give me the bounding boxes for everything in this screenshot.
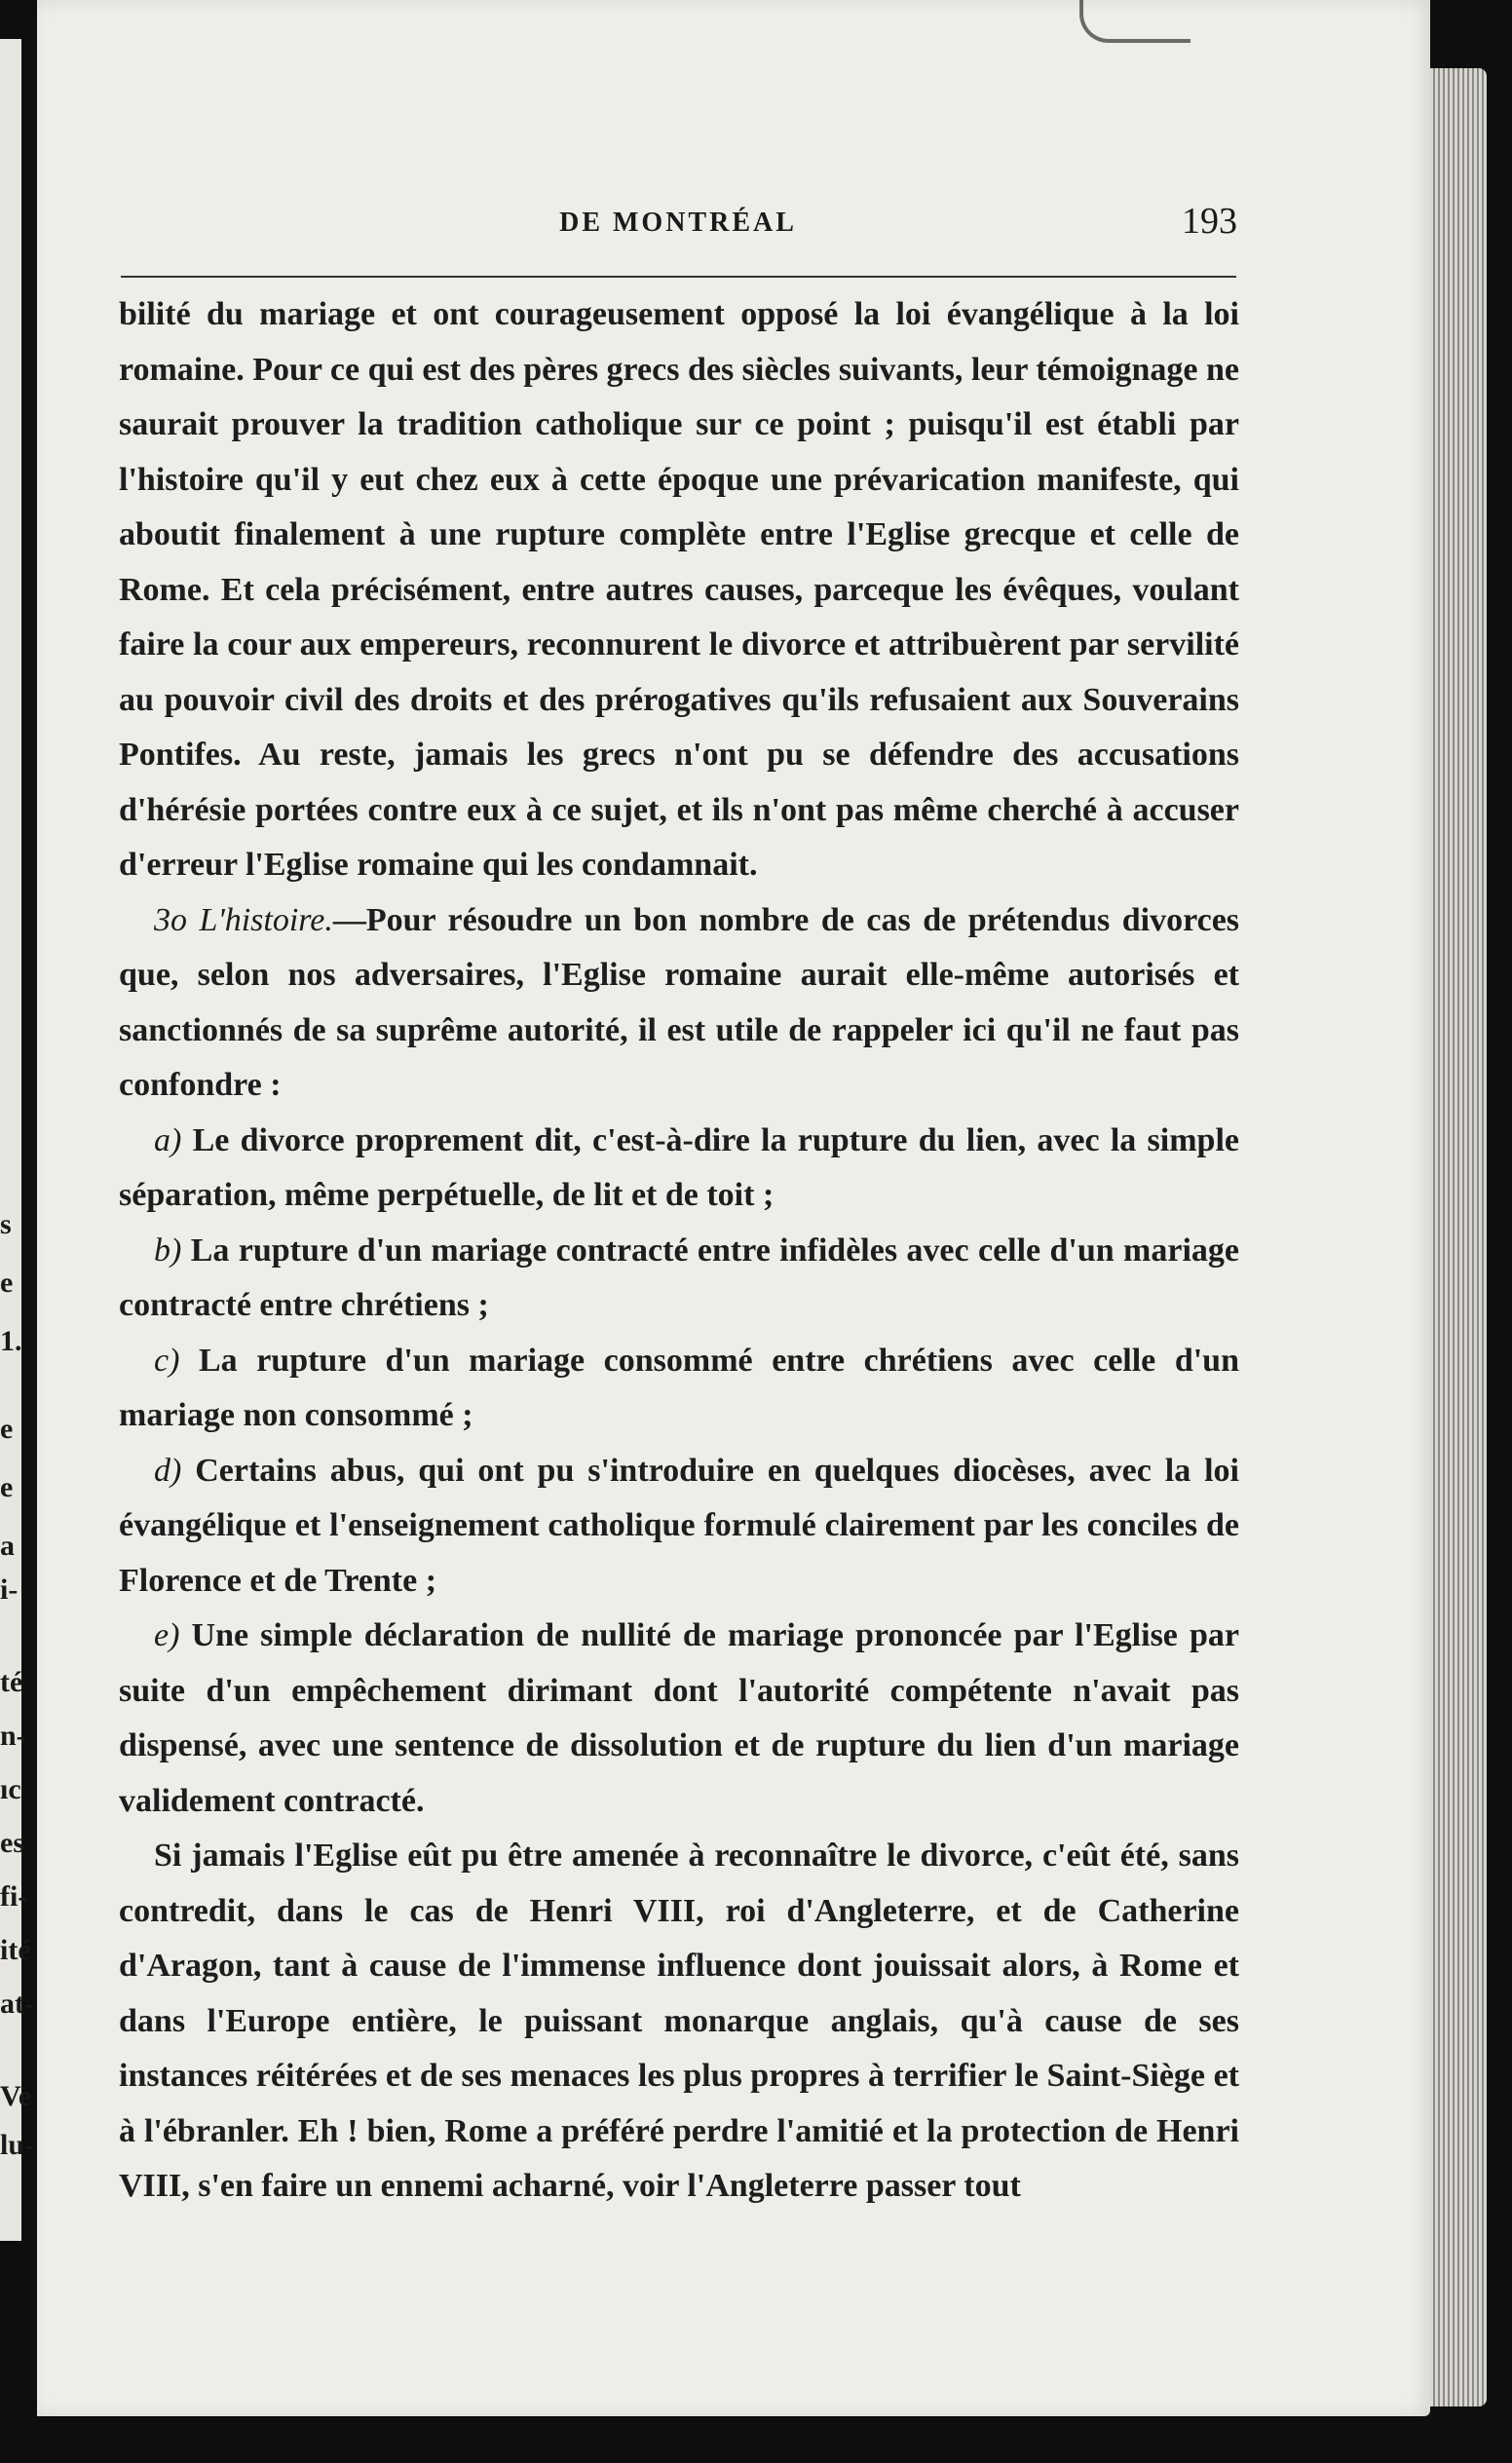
- list-item-label: c): [154, 1342, 180, 1379]
- ink-mark: [1079, 0, 1191, 43]
- paragraph-text: Si jamais l'Eglise eût pu être amenée à reconnaître le divorce, c'eût été, sans contredit, dans le cas de Henri VIII, roi d'Angleterre, et de Catherine d'Aragon, tant à cause de l'immense influence dont jouissait alors, à Rome et dans l'Europe entière, le puissant monarque anglais, qu'à cause de ses instances réitérées et de ses menaces les plus propres à terrifier le Saint-Siège et à l'ébranler. Eh ! bien, Rome a préféré perdre l'amitié et la protection de Henri VIII, s'en faire un ennemi acharné, voir l'Angleterre passer tout: [119, 1838, 1239, 2204]
- adjacent-page-text: [0, 39, 35, 2241]
- list-item: [119, 1334, 1239, 1444]
- list-item-label: e): [154, 1617, 180, 1653]
- adjacent-page-fragment: e: [0, 1267, 14, 1299]
- list-item-label: b): [154, 1232, 182, 1269]
- paragraph-text: —Pour résoudre un bon nombre de cas de prétendus divorces que, selon nos adversaires, l'Eglise romaine aurait elle-même autorisés et sanctionnés de sa suprême autorité, il est utile de rappeler ici qu'il ne faut pas confondre :: [119, 901, 1240, 1103]
- list-item-text: La rupture d'un mariage consommé entre chrétiens avec celle d'un mariage non consommé ;: [119, 1342, 1239, 1433]
- list-item: [119, 1224, 1239, 1334]
- adjacent-page-fragment: e: [0, 1471, 14, 1503]
- adjacent-page-fragment: n-: [0, 1720, 26, 1752]
- paragraph: [119, 287, 1239, 893]
- list-item-label: a): [154, 1121, 182, 1158]
- adjacent-page-fragment: fi-: [0, 1880, 28, 1913]
- adjacent-page-fragment: es: [0, 1827, 24, 1859]
- adjacent-page-fragment: s: [0, 1208, 12, 1240]
- list-item: [119, 1609, 1239, 1829]
- list-item-text: La rupture d'un mariage contracté entre infidèles avec celle d'un mariage contracté entre chrétiens ;: [119, 1232, 1239, 1323]
- paragraph-text: bilité du mariage et ont courageusement opposé la loi évangélique à la loi romaine. Pour ce qui est des pères grecs des siècles suivants, leur témoignage ne saurait prouver la tradition catholique sur ce point ; puisqu'il est établi par l'histoire qu'il y eut chez eux à cette époque une prévarication manifeste, qui aboutit finalement à une rupture complète entre l'Eglise grecque et celle de Rome. Et cela précisément, entre autres causes, parceque les évêques, voulant faire la cour aux empereurs, reconnurent le divorce et attribuèrent par servilité au pouvoir civil des droits et des prérogatives qu'ils refusaient aux Souverains Pontifes. Au reste, jamais les grecs n'ont pu se défendre des accusations d'hérésie portées contre eux à ce sujet, et ils n'ont pas même cherché à accuser d'erreur l'Eglise romaine qui les condamnait.: [119, 296, 1239, 883]
- list-item-text: Le divorce proprement dit, c'est-à-dire la rupture du lien, avec la simple séparation, même perpétuelle, de lit et de toit ;: [119, 1121, 1239, 1213]
- page-edges: [1430, 68, 1487, 2406]
- adjacent-page-fragment: Ve: [0, 2080, 32, 2112]
- adjacent-page-fragment: e: [0, 1413, 14, 1445]
- page-number: 193: [1182, 201, 1237, 242]
- adjacent-page-strip: [0, 39, 35, 2241]
- paragraph: [119, 893, 1239, 1114]
- list-item: [119, 1444, 1239, 1610]
- adjacent-page-fragment: lu-: [0, 2129, 35, 2161]
- adjacent-page-fragment: ité: [0, 1934, 31, 1966]
- list-item-text: Certains abus, qui ont pu s'introduire en quelques diocèses, avec la loi évangélique et l'enseignement catholique formulé clairement par les conciles de Florence et de Trente ;: [119, 1452, 1239, 1599]
- list-item-label: d): [154, 1452, 182, 1489]
- list-item: [119, 1114, 1239, 1224]
- adjacent-page-fragment: ıc: [0, 1773, 21, 1805]
- body-text: [119, 287, 1239, 2215]
- running-head: DE MONTRÉAL: [559, 208, 797, 238]
- adjacent-page-fragment: té: [0, 1666, 23, 1698]
- page-header: [119, 200, 1237, 258]
- adjacent-page-fragment: 1.: [0, 1325, 22, 1357]
- paragraph-label: 3o L'histoire.: [154, 901, 333, 938]
- header-rule: [121, 276, 1236, 278]
- paragraph: [119, 1829, 1239, 2215]
- adjacent-page-fragment: at-: [0, 1988, 34, 2020]
- list-item-text: Une simple déclaration de nullité de mariage prononcée par l'Eglise par suite d'un empêchement dirimant dont l'autorité compétente n'avait pas dispensé, avec une sentence de dissolution et de rupture du lien d'un mariage validement contracté.: [119, 1617, 1239, 1819]
- adjacent-page-fragment: i-: [0, 1573, 19, 1606]
- adjacent-page-fragment: a: [0, 1530, 15, 1562]
